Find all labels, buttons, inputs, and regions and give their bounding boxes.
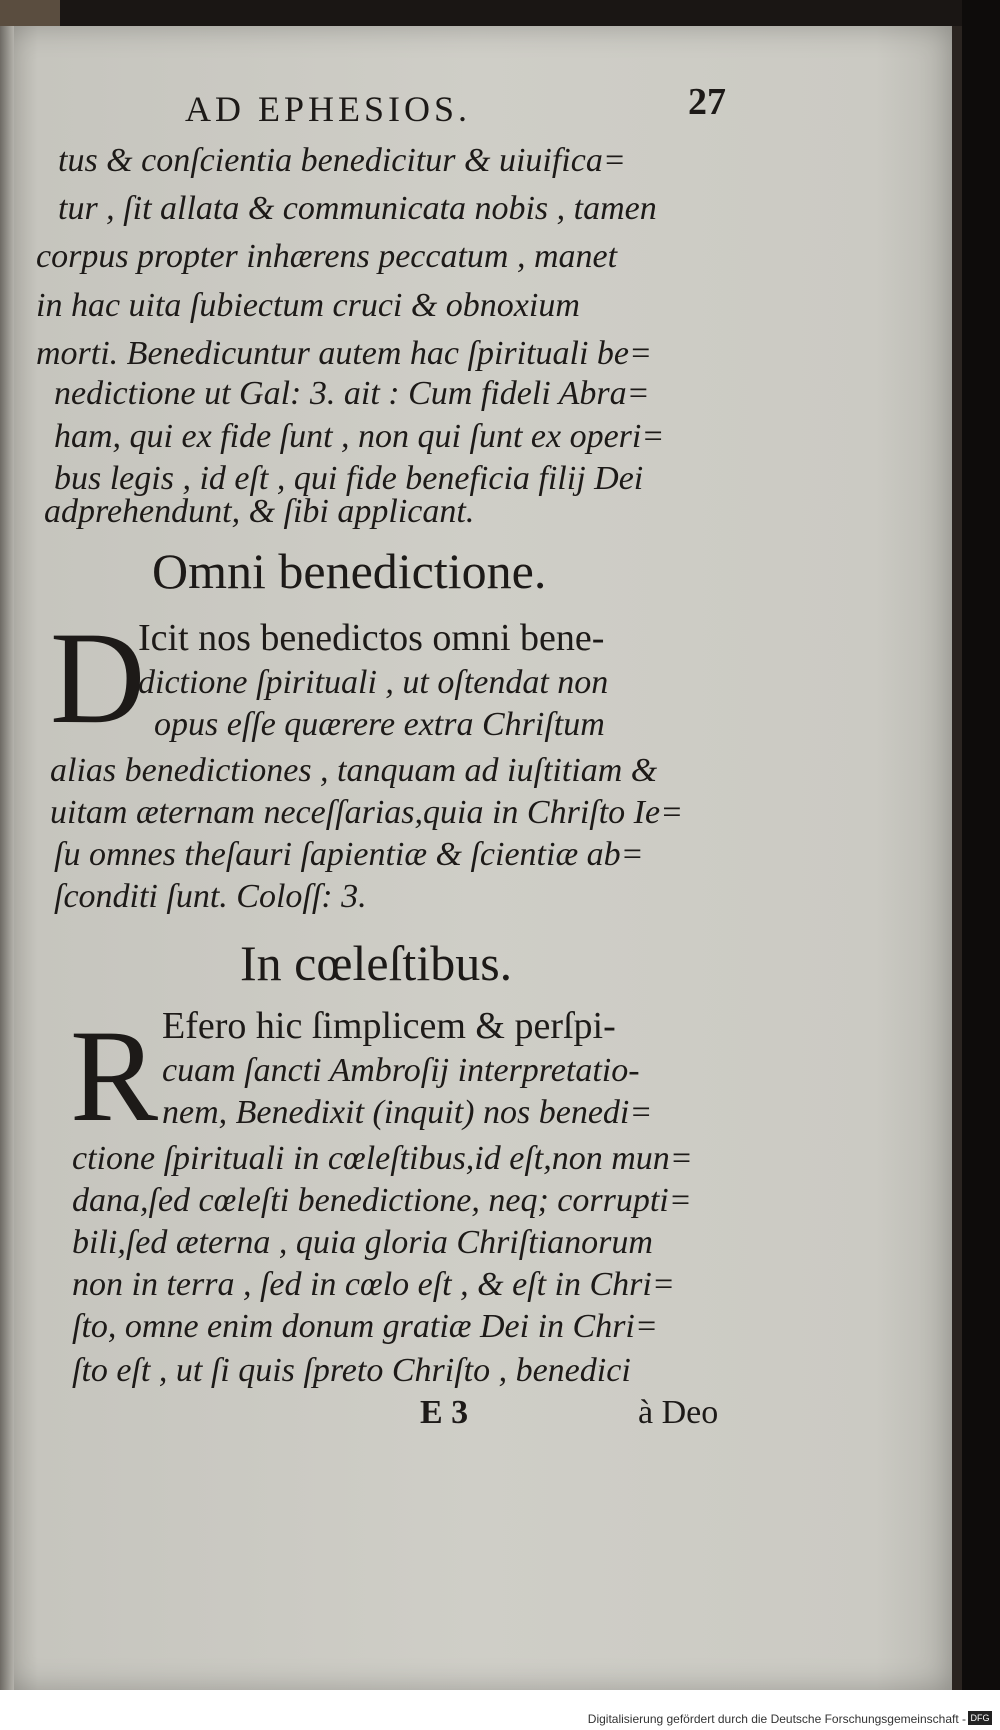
text-line: ſto eſt , ut ſi quis ſpreto Chriſto , benedici (72, 1352, 631, 1389)
text-line: morti. Benedicuntur autem hac ſpirituali be= (36, 335, 652, 372)
text-line: non in terra , ſed in cœlo eſt , & eſt in Chri= (72, 1266, 675, 1303)
text-line: Efero hic ſimplicem & perſpi- (162, 1005, 616, 1047)
catchword: à Deo (638, 1394, 719, 1431)
text-line: uitam æternam neceſſarias,quia in Chriſto Ie= (50, 794, 684, 831)
text-line: tur , ſit allata & communicata nobis , tamen (58, 190, 657, 227)
text-line: nedictione ut Gal: 3. ait : Cum fideli Abra= (54, 375, 650, 412)
section-heading: Omni benedictione. (152, 543, 547, 599)
text-line: bili,ſed æterna , quia gloria Chriſtianorum (72, 1224, 653, 1261)
text-line: ham, qui ex fide ſunt , non qui ſunt ex operi= (54, 418, 665, 455)
page-number: 27 (688, 81, 726, 123)
footer-credit: Digitalisierung gefördert durch die Deutsche Forschungsgemeinschaft - (587, 1712, 966, 1726)
signature-mark: E 3 (420, 1394, 469, 1431)
spine-shadow (0, 26, 14, 1690)
dfg-logo: DFG (968, 1711, 992, 1725)
text-line: ſto, omne enim donum gratiæ Dei in Chri= (72, 1308, 658, 1345)
text-line: opus eſſe quærere extra Chriſtum (154, 706, 605, 743)
running-head: AD EPHESIOS. (185, 89, 472, 129)
text-line: bus legis , id eſt , qui fide beneficia filij Dei (54, 460, 644, 497)
text-line: dictione ſpirituali , ut oſtendat non (138, 664, 609, 701)
section-heading: In cœleſtibus. (240, 935, 513, 991)
drop-cap: D (50, 604, 146, 751)
text-line: cuam ſancti Ambroſij interpretatio- (162, 1052, 640, 1089)
text-line: ctione ſpirituali in cœleſtibus,id eſt,non mun= (72, 1140, 693, 1177)
text-line: in hac uita ſubiectum cruci & obnoxium (36, 287, 580, 324)
text-line: ſconditi ſunt. Coloſſ: 3. (54, 878, 367, 915)
text-line: nem, Benedixit (inquit) nos benedi= (162, 1094, 653, 1131)
book-corner (0, 0, 60, 26)
text-line: alias benedictiones , tanquam ad iuſtitiam & (50, 752, 658, 789)
text-line: ſu omnes theſauri ſapientiæ & ſcientiæ ab= (54, 836, 644, 873)
text-line: corpus propter inhærens peccatum , manet (36, 238, 618, 275)
text-line: adprehendunt, & ſibi applicant. (44, 493, 475, 530)
drop-cap: R (70, 1002, 159, 1149)
book-edge (962, 0, 1000, 1730)
text-line: Icit nos benedictos omni bene- (138, 617, 605, 659)
text-line: tus & conſcientia benedicitur & uiuifica= (58, 142, 626, 179)
text-line: dana,ſed cœleſti benedictione, neq; corrupti= (72, 1182, 692, 1219)
